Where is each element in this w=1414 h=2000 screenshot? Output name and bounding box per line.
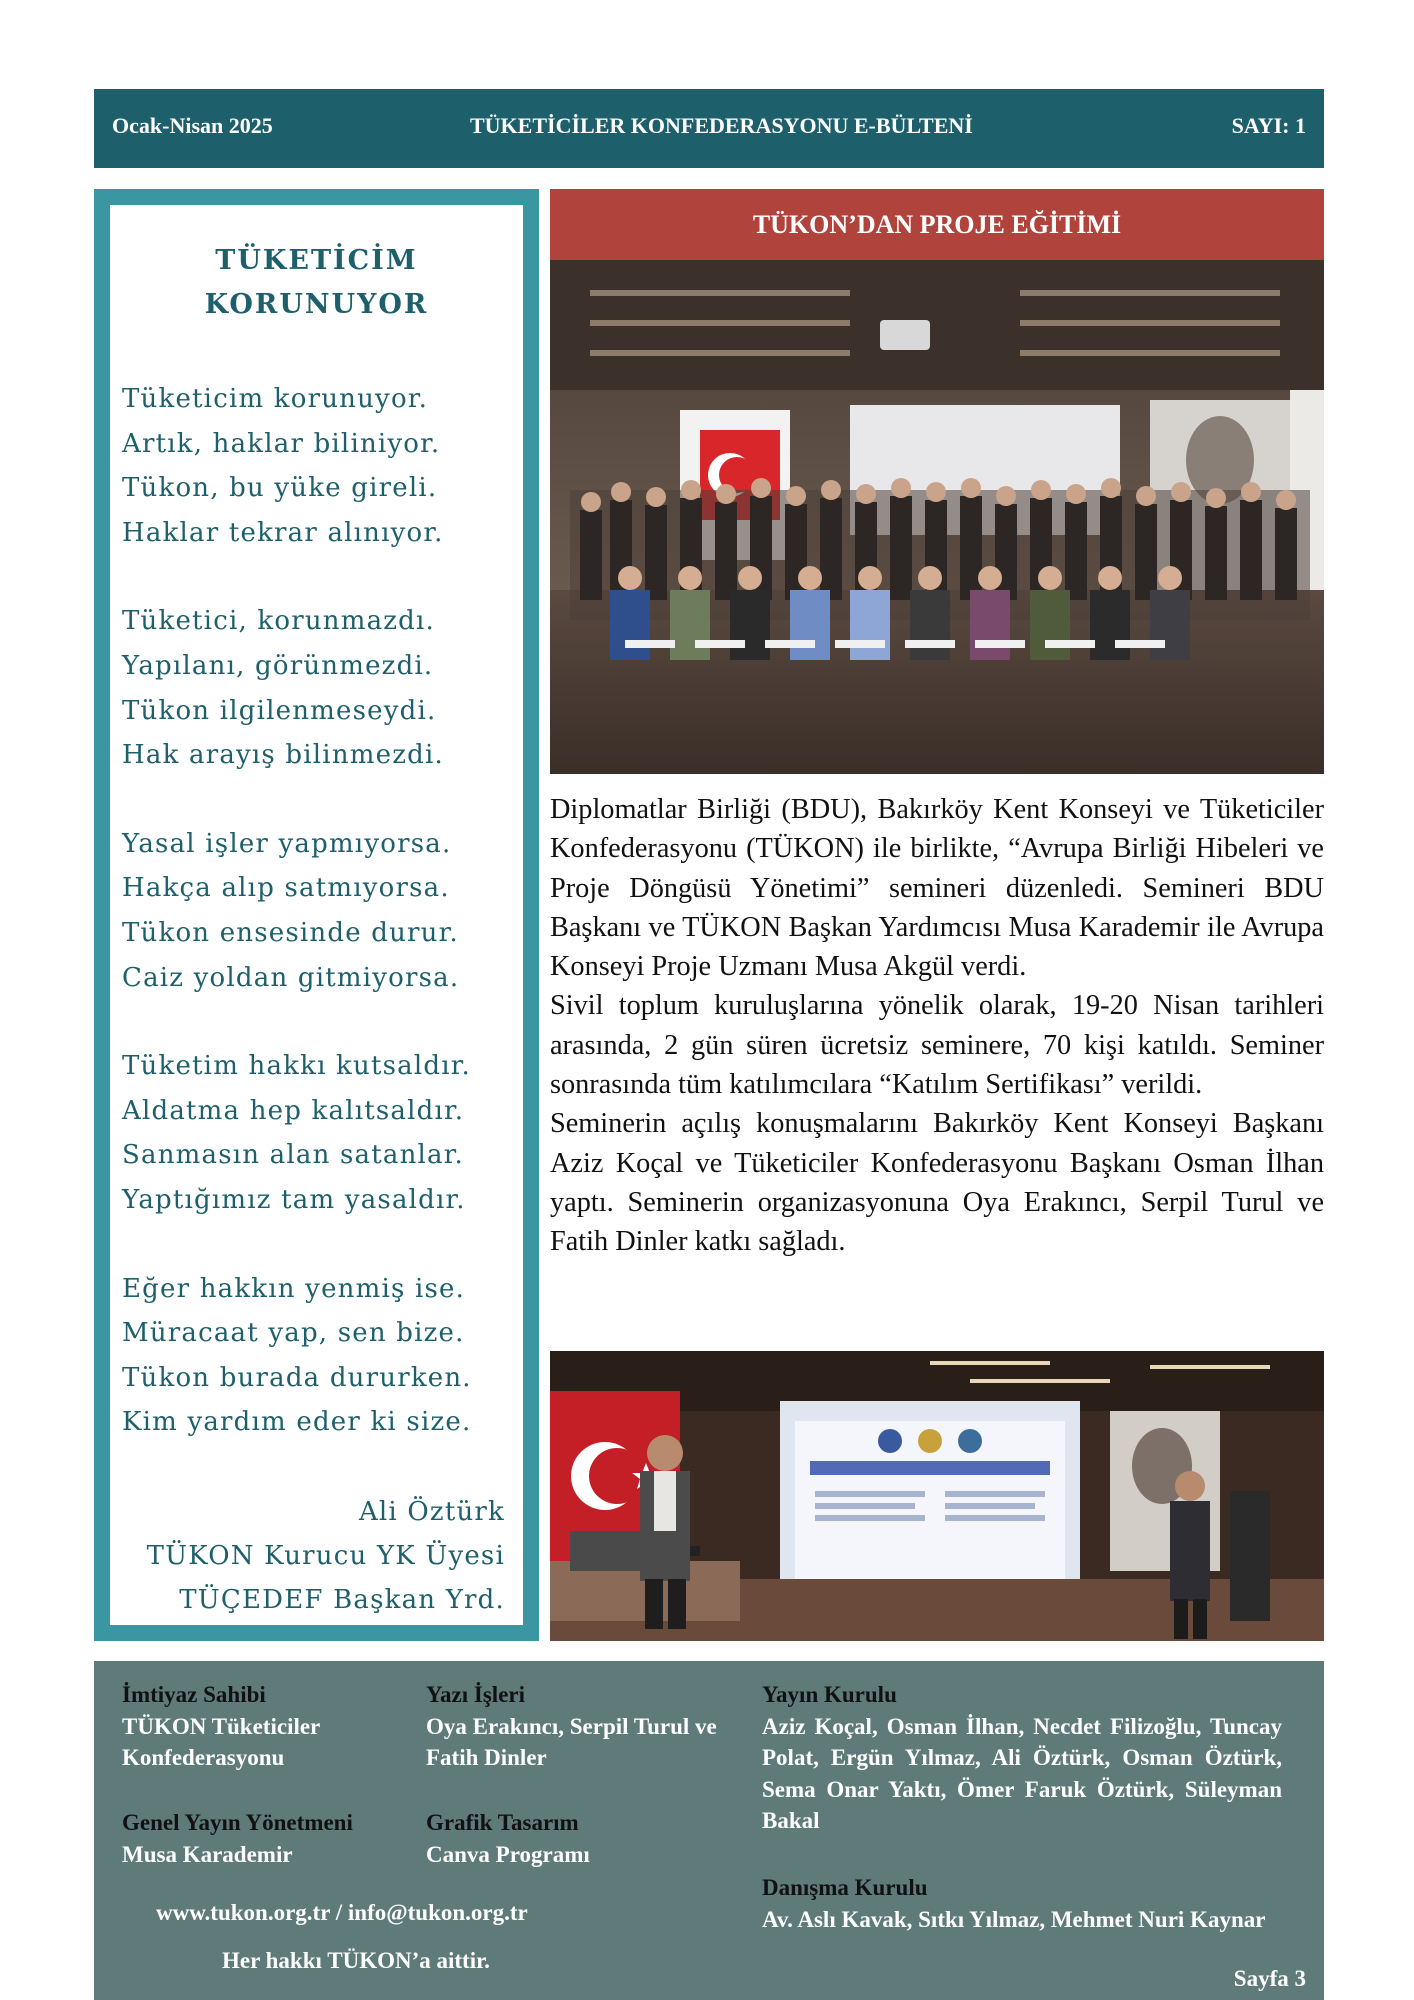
- article-body: [550, 790, 1324, 1262]
- poem-line: Haklar tekrar alınıyor.: [122, 517, 444, 548]
- poem-author-role: TÜKON Kurucu YK Üyesi: [146, 1541, 505, 1571]
- seminar-photo: [550, 1351, 1324, 1641]
- article-paragraph: Sivil toplum kuruluşlarına yönelik olarak, 19-20 Nisan tarihleri arasında, 2 gün süren ücretsiz seminere, 70 kişi katıldı. Seminer sonrasında tüm katılımcılara “Katılım Sertifikası” verildi.: [550, 990, 1324, 1101]
- poem-line: Müracaat yap, sen bize.: [122, 1318, 465, 1349]
- poem-line: Caiz yoldan gitmiyorsa.: [122, 962, 460, 993]
- footer-danisma-kurulu: [762, 1872, 1282, 1935]
- article-title: TÜKON’DAN PROJE EĞİTİMİ: [550, 189, 1324, 260]
- footer-label: İmtiyaz Sahibi: [122, 1682, 266, 1707]
- footer-yayin-kurulu: [762, 1679, 1282, 1837]
- poem-line: Kim yardım eder ki size.: [122, 1407, 472, 1438]
- footer-label: Yayın Kurulu: [762, 1682, 897, 1707]
- poem-line: Hak arayış bilinmezdi.: [122, 740, 444, 771]
- footer-copyright: Her hakkı TÜKON’a aittir.: [222, 1948, 490, 1973]
- poem-stanza: [122, 1267, 522, 1445]
- poem-line: Tükon ilgilenmeseydi.: [122, 695, 437, 726]
- poem-title: TÜKETİCİM KORUNUYOR: [204, 245, 429, 320]
- newsletter-header: [94, 89, 1324, 168]
- footer-genel-yayin: [122, 1807, 422, 1870]
- issue-number: SAYI: 1: [1231, 113, 1306, 138]
- poem-box: [94, 189, 539, 1641]
- footer-label: Yazı İşleri: [426, 1682, 526, 1707]
- footer-grafik: [426, 1807, 726, 1870]
- poem-line: Tüketici, korunmazdı.: [122, 606, 436, 637]
- poem-line: Yapılanı, görünmezdi.: [122, 650, 434, 681]
- footer-value: Canva Programı: [426, 1841, 590, 1867]
- footer-value: Musa Karademir: [122, 1841, 293, 1867]
- poem-stanza: [122, 377, 522, 555]
- footer-label: Grafik Tasarım: [426, 1810, 579, 1835]
- poem-line: Aldatma hep kalıtsaldır.: [122, 1095, 465, 1126]
- poem-stanzas: [122, 377, 522, 1489]
- newsletter-title: TÜKETİCİLER KONFEDERASYONU E-BÜLTENİ: [470, 113, 973, 138]
- footer-label: Danışma Kurulu: [762, 1875, 928, 1900]
- poem-line: Tükon, bu yüke gireli.: [122, 473, 438, 504]
- issue-date: Ocak-Nisan 2025: [112, 113, 273, 138]
- group-photo: [550, 260, 1324, 774]
- poem-signature: [147, 1490, 505, 1622]
- footer-yazi-isleri: [426, 1679, 726, 1774]
- poem-line: Yasal işler yapmıyorsa.: [122, 828, 452, 859]
- poem-author: Ali Öztürk: [358, 1497, 505, 1527]
- poem-stanza: [122, 1044, 522, 1222]
- footer-value: Oya Erakıncı, Serpil Turul ve Fatih Dinler: [426, 1713, 717, 1770]
- poem-line: Hakça alıp satmıyorsa.: [122, 873, 450, 904]
- poem-line: Artık, haklar biliniyor.: [122, 428, 441, 459]
- poem-line: Tüketicim korunuyor.: [122, 384, 429, 414]
- article-paragraph: Seminerin açılış konuşmalarını Bakırköy Kent Konseyi Başkanı Aziz Koçal ve Tüketiciler Konfederasyonu Başkanı Osman İlhan yaptı. Seminerin organizasyonuna Oya Erakıncı, Serpil Turul ve Fatih Dinler katkı sağladı.: [550, 1108, 1324, 1258]
- poem-stanza: [122, 822, 522, 1000]
- footer-label: Genel Yayın Yönetmeni: [122, 1810, 353, 1835]
- footer-contact-links[interactable]: www.tukon.org.tr / info@tukon.org.tr: [156, 1900, 528, 1925]
- page-number: Sayfa 3: [1233, 1966, 1306, 1991]
- footer-value: Av. Aslı Kavak, Sıtkı Yılmaz, Mehmet Nuri Kaynar: [762, 1906, 1266, 1932]
- poem-line: Eğer hakkın yenmiş ise.: [122, 1273, 466, 1304]
- footer-value: Aziz Koçal, Osman İlhan, Necdet Filizoğlu, Tuncay Polat, Ergün Yılmaz, Ali Öztürk, Osman Öztürk, Sema Onar Yaktı, Ömer Faruk Öztürk, Süleyman Bakal: [762, 1713, 1282, 1833]
- poem-line: Tüketim hakkı kutsaldır.: [122, 1051, 471, 1082]
- poem-line: Tükon burada dururken.: [122, 1362, 472, 1393]
- footer-imtiyaz: [122, 1679, 382, 1774]
- poem-line: Tükon ensesinde durur.: [122, 917, 459, 948]
- poem-author-role: TÜÇEDEF Başkan Yrd.: [179, 1585, 505, 1615]
- poem-line: Yaptığımız tam yasaldır.: [122, 1184, 466, 1215]
- footer-value: TÜKON Tüketiciler Konfederasyonu: [122, 1713, 320, 1770]
- poem-line: Sanmasın alan satanlar.: [122, 1140, 464, 1171]
- newsletter-footer: [94, 1661, 1324, 2000]
- article-paragraph: Diplomatlar Birliği (BDU), Bakırköy Kent Konseyi ve Tüketiciler Konfederasyonu (TÜKON) ile birlikte, “Avrupa Birliği Hibeleri ve Proje Döngüsü Yönetimi” semineri düzenledi. Semineri BDU Başkanı ve TÜKON Başkan Yardımcısı Musa Karademir ile Avrupa Konseyi Proje Uzmanı Musa Akgül verdi.: [550, 794, 1324, 983]
- poem-stanza: [122, 599, 522, 777]
